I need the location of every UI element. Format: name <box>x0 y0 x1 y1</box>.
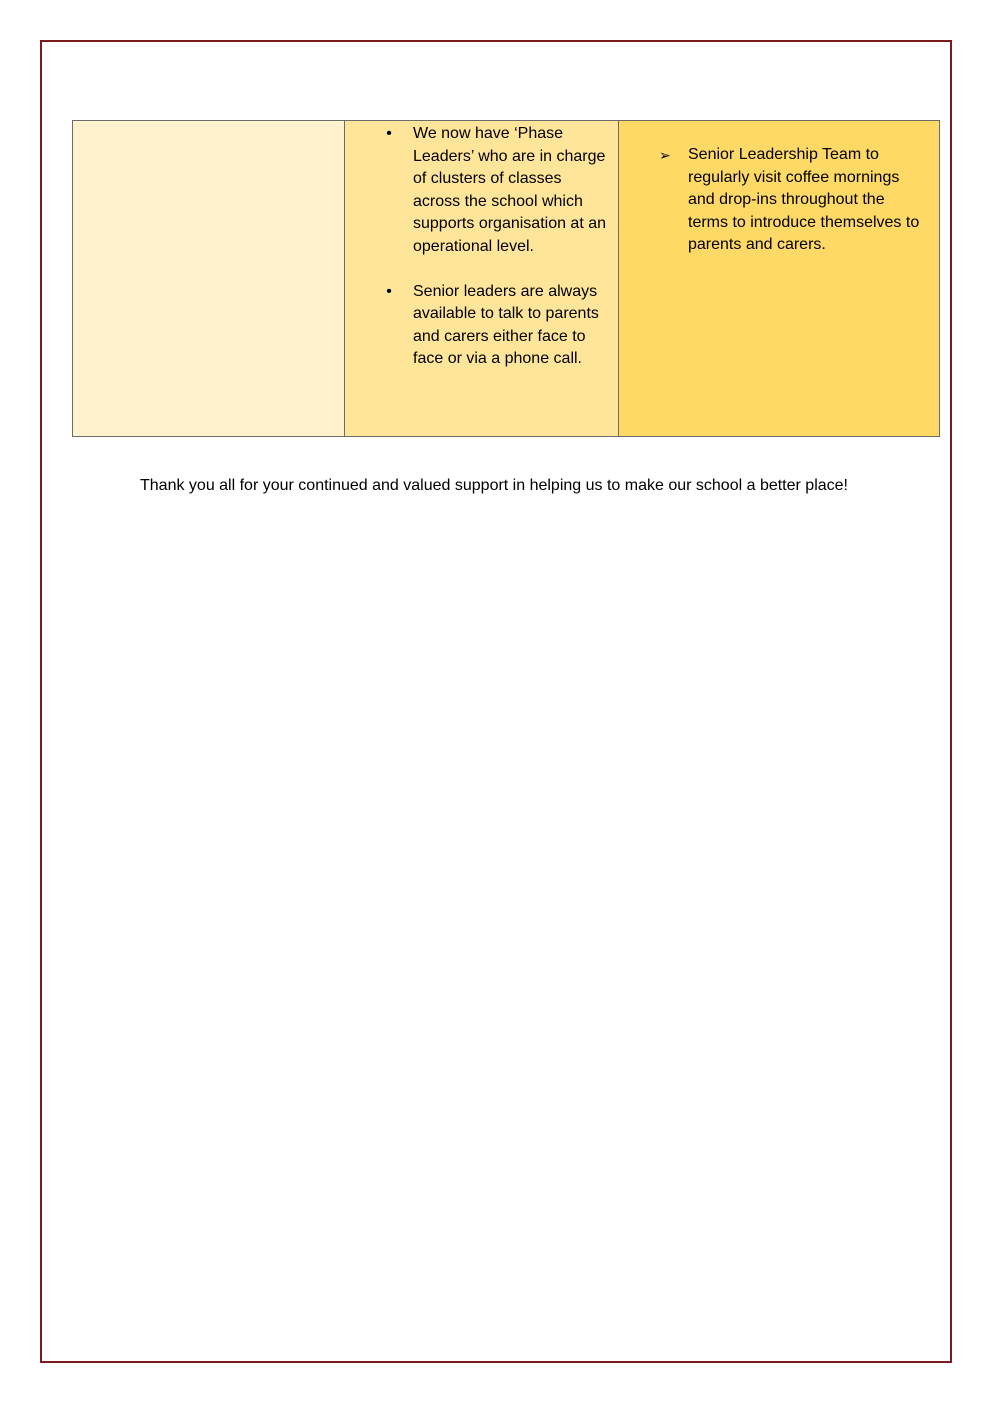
list-item <box>383 123 608 258</box>
bullet-icon: • <box>386 125 392 142</box>
table-cell-current-actions <box>345 121 619 437</box>
bullet-list <box>383 123 608 371</box>
table-row <box>73 121 940 437</box>
list-item-text: We now have ‘Phase Leaders’ who are in charge of clusters of classes across the school which supports organisation at an operational level. <box>413 125 607 255</box>
feedback-table <box>72 120 940 437</box>
list-item-text: Senior Leadership Team to regularly visit coffee mornings and drop-ins throughout the terms to introduce themselves to parents and carers. <box>688 146 920 253</box>
list-item-text: Senior leaders are always available to talk to parents and carers either face to face or via a phone call. <box>413 282 599 367</box>
arrow-bullet-icon: ➢ <box>659 147 671 163</box>
closing-note: Thank you all for your continued and valued support in helping us to make our school a better place! <box>140 477 848 494</box>
table-cell-empty <box>73 121 345 437</box>
table-cell-next-steps <box>619 121 940 437</box>
list-item <box>383 281 608 371</box>
bullet-icon: • <box>386 282 392 300</box>
arrow-list <box>659 144 925 257</box>
list-item <box>659 144 925 257</box>
